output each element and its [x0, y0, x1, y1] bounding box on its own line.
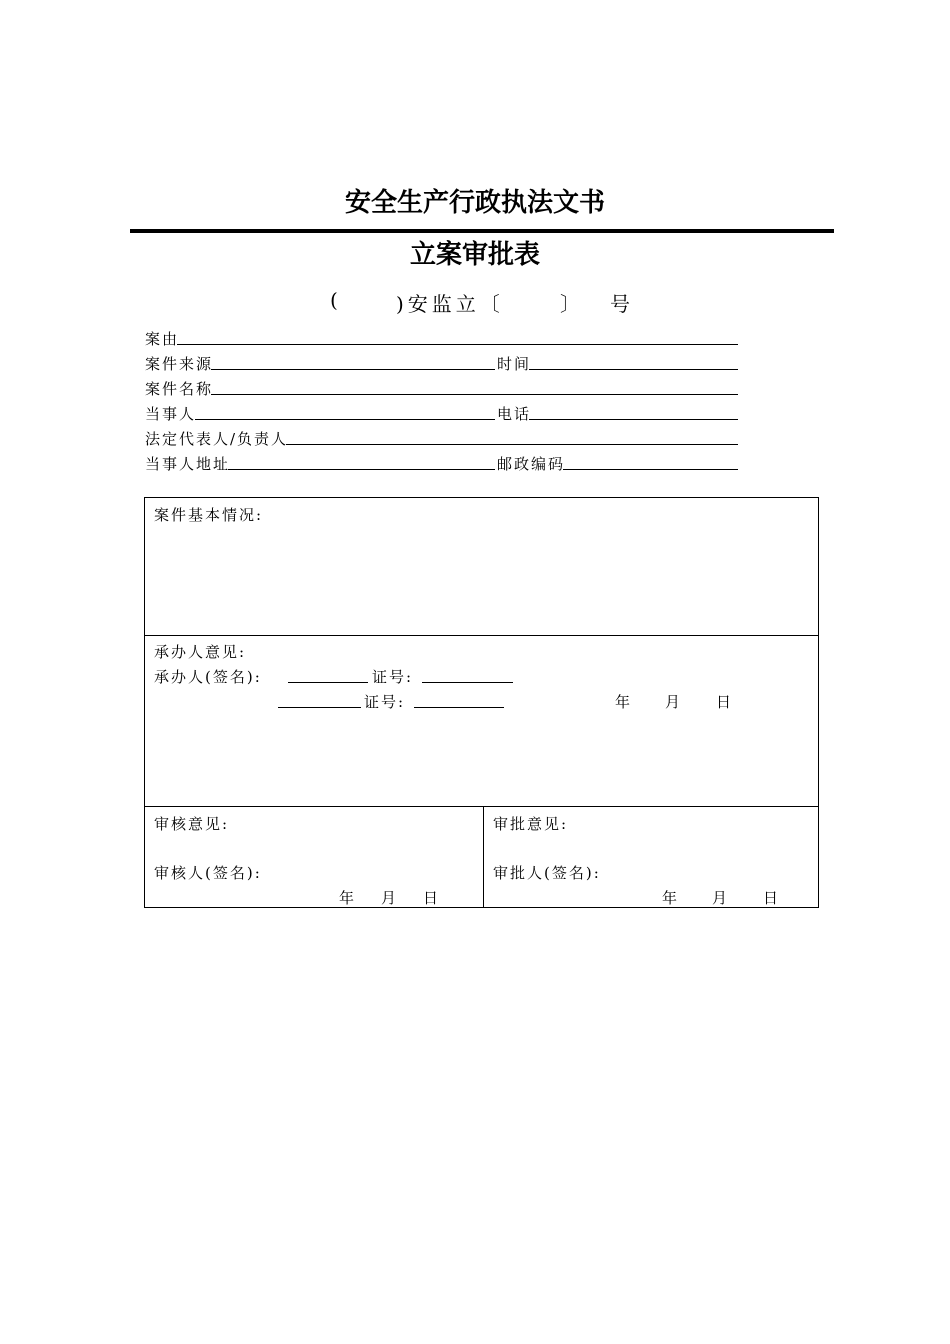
form-title: 立案审批表: [409, 240, 540, 270]
handler-2-cert-field[interactable]: [414, 707, 504, 708]
handler-1-cert-label: 证号:: [372, 668, 414, 686]
handler-date-year: 年: [615, 693, 633, 711]
case-reason-label: 案由: [145, 330, 180, 348]
phone-field[interactable]: [529, 419, 738, 420]
case-source-field[interactable]: [211, 369, 495, 370]
table-divider-2: [144, 806, 819, 807]
basic-info-area[interactable]: [150, 528, 810, 628]
party-address-label: 当事人地址: [145, 455, 231, 473]
table-divider-1: [144, 635, 819, 636]
doc-number-open-paren: (: [330, 288, 338, 312]
case-reason-field[interactable]: [177, 344, 738, 345]
handler-2-signature-field[interactable]: [278, 707, 361, 708]
approve-date-month: 月: [712, 889, 730, 907]
case-name-field[interactable]: [211, 394, 738, 395]
legal-rep-field[interactable]: [286, 444, 738, 445]
handler-1-cert-field[interactable]: [422, 682, 513, 683]
document-category-title: 安全生产行政执法文书: [344, 188, 605, 218]
postal-code-label: 邮政编码: [497, 455, 566, 473]
approve-date-year: 年: [662, 889, 680, 907]
party-address-field[interactable]: [228, 469, 495, 470]
basic-info-label: 案件基本情况:: [154, 506, 264, 524]
handler-opinion-label: 承办人意见:: [154, 643, 247, 661]
approver-sign-label: 审批人(签名):: [493, 864, 601, 882]
doc-number-close-bracket: 〕: [560, 292, 580, 316]
doc-number-suffix: 号: [610, 292, 630, 316]
handler-1-signature-field[interactable]: [288, 682, 368, 683]
approve-opinion-label: 审批意见:: [493, 815, 569, 833]
approve-date-day: 日: [763, 889, 781, 907]
case-source-label: 案件来源: [145, 355, 214, 373]
reviewer-sign-label: 审核人(签名):: [154, 864, 262, 882]
party-field[interactable]: [195, 419, 495, 420]
doc-number-prefix: )安监立〔: [396, 292, 504, 316]
time-field[interactable]: [529, 369, 738, 370]
review-date-month: 月: [381, 889, 399, 907]
legal-rep-label: 法定代表人/负责人: [145, 430, 289, 448]
review-opinion-label: 审核意见:: [154, 815, 230, 833]
review-date-year: 年: [339, 889, 357, 907]
handler-2-cert-label: 证号:: [364, 693, 406, 711]
handler-date-day: 日: [716, 693, 734, 711]
handler-date-month: 月: [665, 693, 683, 711]
phone-label: 电话: [497, 405, 532, 423]
title-divider: [130, 229, 834, 233]
postal-code-field[interactable]: [563, 469, 738, 470]
party-label: 当事人: [145, 405, 197, 423]
handler-sign-label: 承办人(签名):: [154, 668, 262, 686]
time-label: 时间: [497, 355, 532, 373]
case-name-label: 案件名称: [145, 380, 214, 398]
table-column-divider: [483, 806, 484, 908]
review-date-day: 日: [423, 889, 441, 907]
